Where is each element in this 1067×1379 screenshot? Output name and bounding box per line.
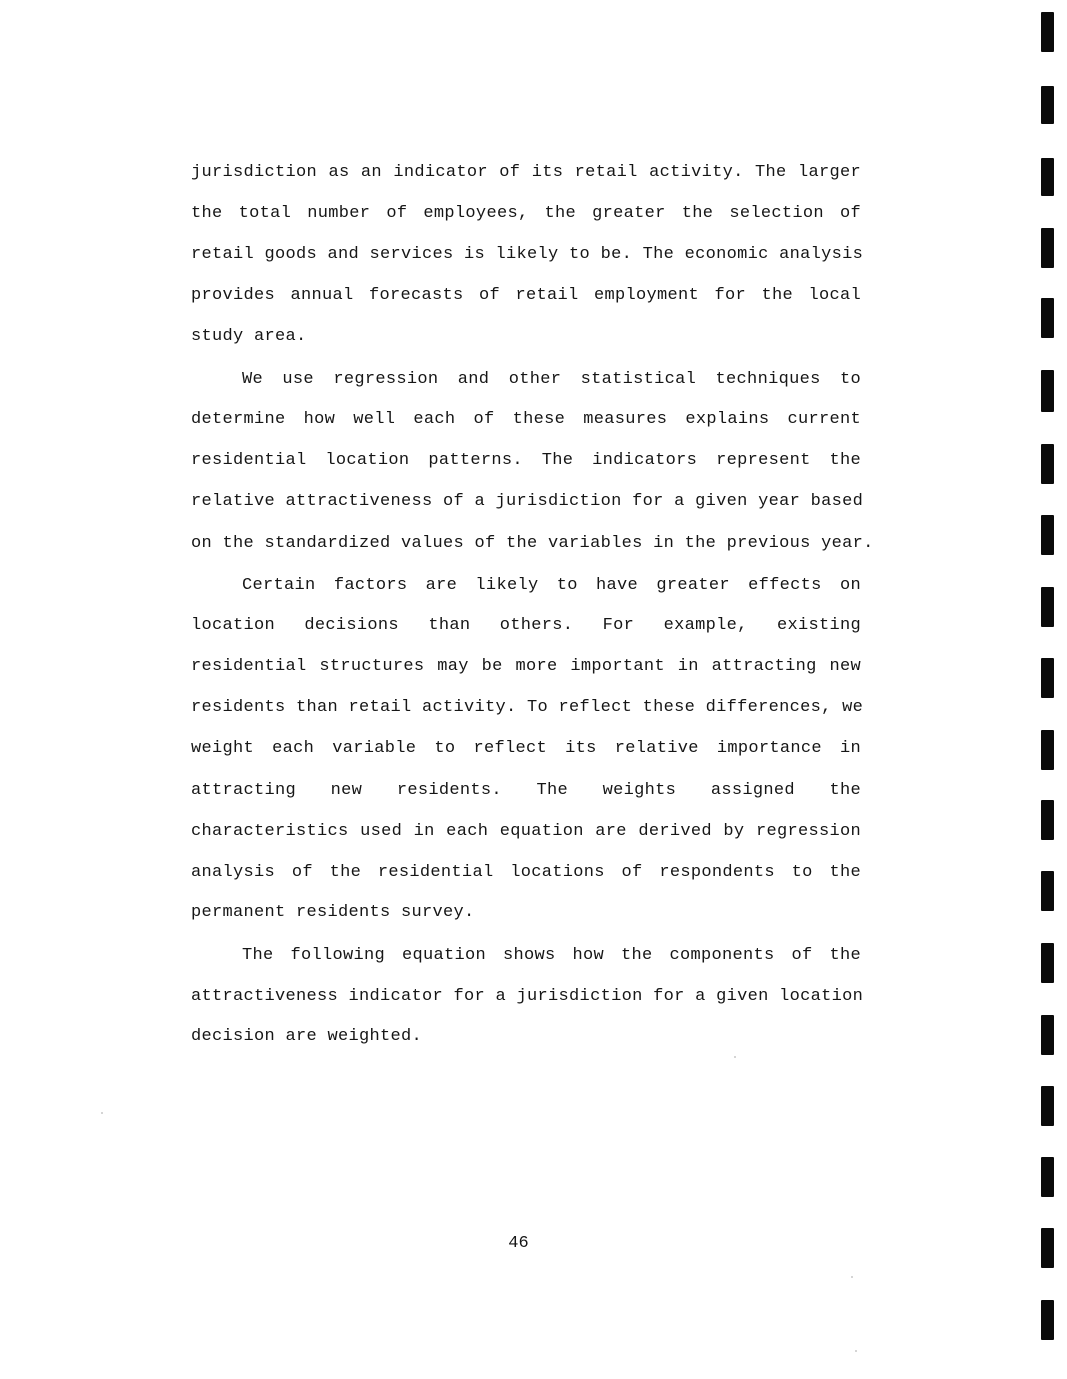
- binding-mark: [1041, 587, 1054, 627]
- binding-mark: [1041, 730, 1054, 770]
- body-text-line: retail goods and services is likely to be. The economic analysis: [191, 245, 864, 264]
- binding-mark: [1041, 1300, 1054, 1340]
- binding-mark: [1041, 943, 1054, 983]
- binding-mark: [1041, 158, 1054, 196]
- page-number: 46: [508, 1234, 529, 1253]
- body-text-line: the total number of employees, the greater the selection of: [191, 204, 861, 223]
- body-text-line: attracting new residents. The weights assigned the: [191, 781, 861, 800]
- binding-mark: [1041, 444, 1054, 484]
- body-text-line: residential structures may be more important in attracting new: [191, 657, 861, 676]
- body-text-line: attractiveness indicator for a jurisdiction for a given location: [191, 987, 864, 1006]
- body-text-line: location decisions than others. For example, existing: [191, 616, 861, 635]
- binding-mark: [1041, 86, 1054, 124]
- body-text-line: jurisdiction as an indicator of its retail activity. The larger: [191, 163, 861, 182]
- body-text-line: We use regression and other statistical techniques to: [242, 370, 861, 389]
- body-text-line: provides annual forecasts of retail employment for the local: [191, 286, 861, 305]
- body-text-line: decision are weighted.: [191, 1027, 423, 1046]
- body-text-line: analysis of the residential locations of respondents to the: [191, 863, 861, 882]
- binding-mark: [1041, 228, 1054, 268]
- body-text-line: relative attractiveness of a jurisdiction for a given year based: [191, 492, 864, 511]
- body-text-line: Certain factors are likely to have greater effects on: [242, 576, 861, 595]
- scan-speck: [101, 1112, 103, 1114]
- binding-mark: [1041, 1086, 1054, 1126]
- binding-mark: [1041, 658, 1054, 698]
- binding-mark: [1041, 370, 1054, 412]
- binding-mark: [1041, 12, 1054, 52]
- binding-mark: [1041, 298, 1054, 338]
- binding-mark: [1041, 871, 1054, 911]
- scan-speck: [734, 1056, 736, 1058]
- body-text-line: determine how well each of these measures explains current: [191, 410, 861, 429]
- body-text-line: residents than retail activity. To reflect these differences, we: [191, 698, 864, 717]
- binding-mark: [1041, 1157, 1054, 1197]
- body-text-line: study area.: [191, 327, 307, 346]
- binding-mark: [1041, 1015, 1054, 1055]
- binding-mark: [1041, 1228, 1054, 1268]
- scan-speck: [855, 1350, 857, 1352]
- body-text-line: The following equation shows how the components of the: [242, 946, 861, 965]
- binding-mark: [1041, 800, 1054, 840]
- body-text-line: on the standardized values of the variables in the previous year.: [191, 534, 874, 553]
- binding-mark: [1041, 515, 1054, 555]
- body-text-line: residential location patterns. The indicators represent the: [191, 451, 861, 470]
- body-text-line: weight each variable to reflect its relative importance in: [191, 739, 861, 758]
- scan-speck: [851, 1276, 853, 1278]
- body-text-line: permanent residents survey.: [191, 903, 475, 922]
- body-text-line: characteristics used in each equation are derived by regression: [191, 822, 861, 841]
